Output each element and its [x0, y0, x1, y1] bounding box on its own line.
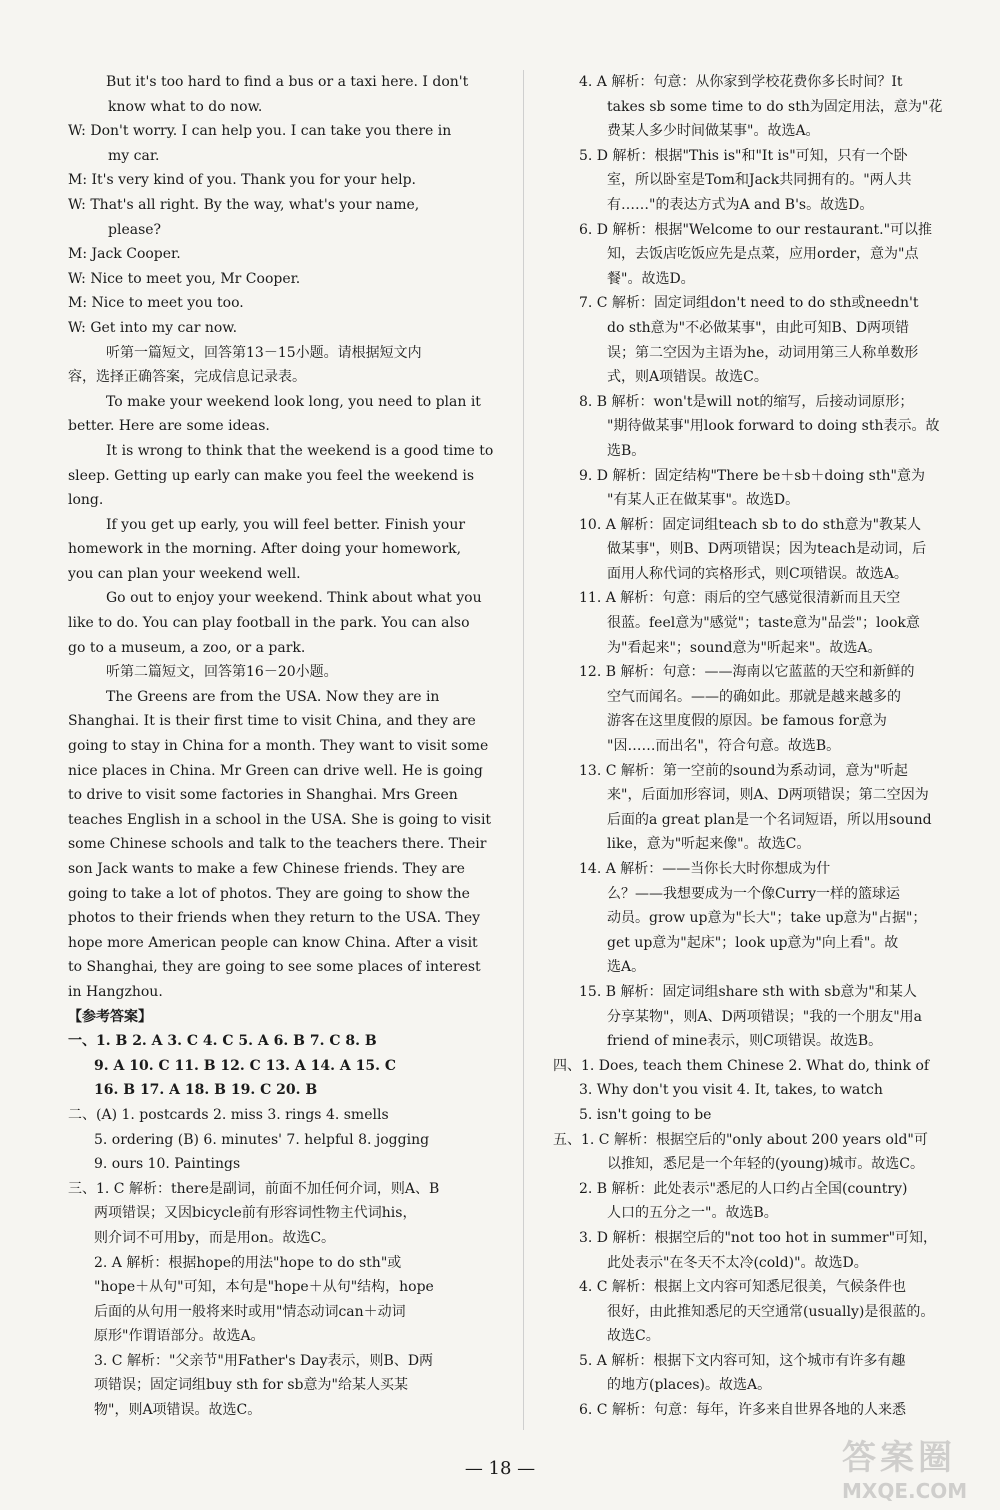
text-line: do sth意为"不必做某事"，由此可知B、D两项错 — [607, 319, 910, 336]
text-line: to Shanghai, they are going to see some places of interest — [68, 959, 481, 976]
text-line: 9. A 10. C 11. B 12. C 13. A 14. A 15. C — [94, 1057, 396, 1074]
text-line: It is wrong to think that the weekend is a good time to — [106, 442, 494, 459]
text-line: hope more American people can know China. After a visit — [68, 934, 478, 951]
text-line: sleep. Getting up early can make you feel the weekend is — [68, 467, 475, 484]
text-line: 一、1. B 2. A 3. C 4. C 5. A 6. B 7. C 8. B — [68, 1033, 377, 1050]
text-line: 很好，由此推知悉尼的天空通常(usually)是很蓝的。 — [607, 1303, 935, 1320]
text-line: 分享某物"，则A、D两项错误；"我的一个朋友"用a — [607, 1008, 922, 1025]
text-line: 物"，则A项错误。故选C。 — [94, 1402, 262, 1419]
text-line: 以推知，悉尼是一个年轻的(young)城市。故选C。 — [607, 1156, 924, 1173]
text-line: 项错误；固定词组buy sth for sb意为"给某人买某 — [94, 1377, 408, 1394]
text-line: better. Here are some ideas. — [68, 418, 270, 435]
text-line: 3. Why don't you visit 4. It, takes, to watch — [579, 1082, 883, 1099]
text-line: W: Get into my car now. — [68, 319, 238, 336]
text-line: 14. A 解析：——当你长大时你想成为什 — [579, 861, 831, 877]
text-line: 3. D 解析：根据空后的"not too hot in summer"可知， — [579, 1229, 938, 1246]
text-line: go to a museum, a zoo, or a park. — [68, 639, 306, 656]
text-line: 为"看起来"；sound意为"听起来"。故选A。 — [607, 639, 882, 656]
text-line: like to do. You can play football in the park. You can also — [68, 615, 470, 632]
text-line: 16. B 17. A 18. B 19. C 20. B — [94, 1082, 318, 1099]
text-line: 则介词不可用by，而是用on。故选C。 — [94, 1229, 336, 1246]
text-line: homework in the morning. After doing your homework, — [68, 541, 462, 558]
left-column — [68, 70, 498, 1423]
watermark-logo — [842, 1430, 992, 1503]
text-line: 12. B 解析：句意：——海南以它蓝蓝的天空和新鲜的 — [579, 664, 915, 681]
text-line: 听第二篇短文，回答第16－20小题。 — [106, 664, 338, 681]
text-line: W: Nice to meet you, Mr Cooper. — [68, 270, 301, 287]
text-line: 4. A 解析：句意：从你家到学校花费你多长时间？It — [579, 74, 903, 90]
text-line: 9. ours 10. Paintings — [94, 1156, 241, 1173]
text-line: 7. C 解析：固定词组don't need to do sth或needn't — [579, 295, 919, 312]
text-line: 6. D 解析：根据"Welcome to our restaurant."可以推 — [579, 221, 933, 238]
text-line: get up意为"起床"；look up意为"向上看"。故 — [607, 934, 899, 951]
text-line: M: Nice to meet you too. — [68, 295, 244, 312]
text-line: please? — [108, 221, 162, 238]
text-line: 5. D 解析：根据"This is"和"It is"可知，只有一个卧 — [579, 147, 908, 164]
text-line: But it's too hard to find a bus or a taxi here. I don't — [106, 74, 469, 90]
text-line: 8. B 解析：won't是will not的缩写，后接动词原形； — [579, 393, 914, 410]
text-line: 五、1. C 解析：根据空后的"only about 200 years old"可 — [553, 1131, 928, 1148]
text-line: 13. C 解析：第一空前的sound为系动词，意为"听起 — [579, 762, 908, 779]
text-line: teaches English in a school in the USA. She is going to visit — [68, 811, 492, 828]
watermark-line1: 答案圈 — [842, 1438, 956, 1478]
text-line: friend of mine表示，则C项错误。故选B。 — [607, 1033, 883, 1050]
text-line: 四、1. Does, teach them Chinese 2. What do, think of — [553, 1057, 930, 1074]
page-number: — 18 — — [464, 1458, 536, 1479]
text-line: 二、(A) 1. postcards 2. miss 3. rings 4. smells — [68, 1106, 389, 1123]
text-line: 三、1. C 解析：there是副词，前面不加任何介词，则A、B — [68, 1180, 440, 1197]
text-line: 人口的五分之一"。故选B。 — [607, 1205, 778, 1222]
text-line: 【参考答案】 — [68, 1008, 152, 1025]
text-line: 9. D 解析：固定结构"There be＋sb＋doing sth"意为 — [579, 467, 925, 484]
text-line: Shanghai. It is their first time to visit China, and they are — [68, 713, 476, 730]
text-line: 11. A 解析：句意：雨后的空气感觉很清新而且天空 — [579, 590, 901, 607]
text-line: takes sb some time to do sth为固定用法，意为"花 — [607, 98, 943, 115]
page-number-text: 18 — [488, 1458, 512, 1479]
text-line: Go out to enjoy your weekend. Think about what you — [106, 590, 482, 607]
text-line: 选B。 — [607, 442, 646, 459]
text-line: 的地方(places)。故选A。 — [607, 1377, 772, 1394]
text-line: 4. C 解析：根据上文内容可知悉尼很美，气候条件也 — [579, 1279, 906, 1296]
text-line: in Hangzhou. — [68, 983, 163, 1000]
text-line: going to stay in China for a month. They want to visit some — [68, 738, 489, 755]
text-line: 餐"。故选D。 — [607, 270, 695, 287]
text-line: 误；第二空因为主语为he，动词用第三人称单数形 — [607, 344, 919, 361]
text-line: 5. ordering (B) 6. minutes' 7. helpful 8. jogging — [94, 1131, 430, 1148]
text-line: to drive to visit some factories in Shanghai. Mrs Green — [68, 787, 458, 804]
text-line: 式，则A项错误。故选C。 — [607, 369, 768, 386]
text-line: M: It's very kind of you. Thank you for your help. — [68, 172, 416, 189]
text-line: long. — [68, 492, 104, 509]
text-line: 来"，后面加形容词，则A、D两项错误；第二空因为 — [607, 787, 929, 804]
text-line: 动员。grow up意为"长大"；take up意为"占据"； — [607, 910, 927, 927]
text-line: If you get up early, you will feel better. Finish your — [106, 516, 466, 533]
text-line: 容，选择正确答案，完成信息记录表。 — [68, 369, 306, 386]
text-line: 后面的从句用一般将来时或用"情态动词can＋动词 — [94, 1303, 406, 1320]
text-line: 选A。 — [607, 959, 646, 976]
text-line: "hope＋从句"可知，本句是"hope＋从句"结构，hope — [94, 1279, 434, 1296]
text-line: W: That's all right. By the way, what's your name, — [68, 196, 420, 213]
text-line: 听第一篇短文，回答第13－15小题。请根据短文内 — [106, 344, 422, 361]
text-line: 原形"作谓语部分。故选A。 — [94, 1328, 265, 1345]
text-line: 游客在这里度假的原因。be famous for意为 — [607, 713, 887, 730]
text-line: 故选C。 — [607, 1328, 660, 1345]
text-line: my car. — [108, 147, 160, 164]
text-line: "期待做某事"用look forward to doing sth表示。故 — [607, 418, 940, 435]
text-line: 很蓝。feel意为"感觉"；taste意为"品尝"；look意 — [607, 615, 920, 632]
text-line: "因……而出名"，符合句意。故选B。 — [607, 738, 841, 755]
text-line: 做某事"，则B、D两项错误；因为teach是动词，后 — [607, 541, 927, 558]
text-line: like，意为"听起来像"。故选C。 — [607, 836, 811, 853]
text-line: 么？——我想要成为一个像Curry一样的篮球运 — [607, 885, 901, 902]
text-line: 10. A 解析：固定词组teach sb to do sth意为"教某人 — [579, 516, 922, 533]
text-line: 6. C 解析：句意：每年，许多来自世界各地的人来悉 — [579, 1402, 906, 1419]
right-column — [553, 70, 945, 1423]
text-line: some Chinese schools and talk to the teachers there. Their — [68, 836, 487, 853]
text-line: 费某人多少时间做某事"。故选A。 — [607, 123, 820, 140]
text-line: 2. A 解析：根据hope的用法"hope to do sth"或 — [94, 1254, 402, 1271]
text-line: 2. B 解析：此处表示"悉尼的人口约占全国(country) — [579, 1180, 908, 1197]
text-line: 5. isn't going to be — [579, 1106, 712, 1123]
text-line: "有某人正在做某事"。故选D。 — [607, 492, 800, 509]
text-line: 15. B 解析：固定词组share sth with sb意为"和某人 — [579, 983, 917, 1000]
text-line: nice places in China. Mr Green can drive well. He is going — [68, 762, 483, 779]
text-line: 两项错误；又因bicycle前有形容词性物主代词his， — [94, 1205, 417, 1222]
text-line: To make your weekend look long, you need to plan it — [106, 393, 481, 410]
text-line: 3. C 解析："父亲节"用Father's Day表示，则B、D两 — [94, 1352, 434, 1369]
text-line: The Greens are from the USA. Now they are in — [106, 688, 440, 705]
watermark-line2: MXQE.COM — [842, 1479, 968, 1503]
text-line: 有……"的表达方式为A and B's。故选D。 — [607, 196, 874, 213]
text-line: son Jack wants to make a few Chinese friends. They are — [68, 861, 465, 877]
text-line: 知，去饭店吃饭应先是点菜，应用order，意为"点 — [607, 246, 919, 263]
text-line: you can plan your weekend well. — [68, 565, 301, 582]
column-divider — [523, 70, 524, 1430]
text-line: 空气而闻名。——的确如此。那就是越来越多的 — [607, 688, 901, 705]
text-line: going to take a lot of photos. They are going to show the — [68, 885, 470, 902]
text-line: 室，所以卧室是Tom和Jack共同拥有的。"两人共 — [607, 172, 912, 189]
text-line: photos to their friends when they return to the USA. They — [68, 910, 481, 927]
text-line: W: Don't worry. I can help you. I can take you there in — [68, 123, 452, 140]
text-line: 面用人称代词的宾格形式，则C项错误。故选A。 — [607, 565, 908, 582]
text-line: 此处表示"在冬天不太冷(cold)"。故选D。 — [607, 1254, 868, 1271]
text-line: 后面的a great plan是一个名词短语，所以用sound — [607, 811, 932, 828]
text-line: know what to do now. — [108, 98, 263, 115]
text-line: 5. A 解析：根据下文内容可知，这个城市有许多有趣 — [579, 1352, 906, 1369]
text-line: M: Jack Cooper. — [68, 246, 181, 263]
